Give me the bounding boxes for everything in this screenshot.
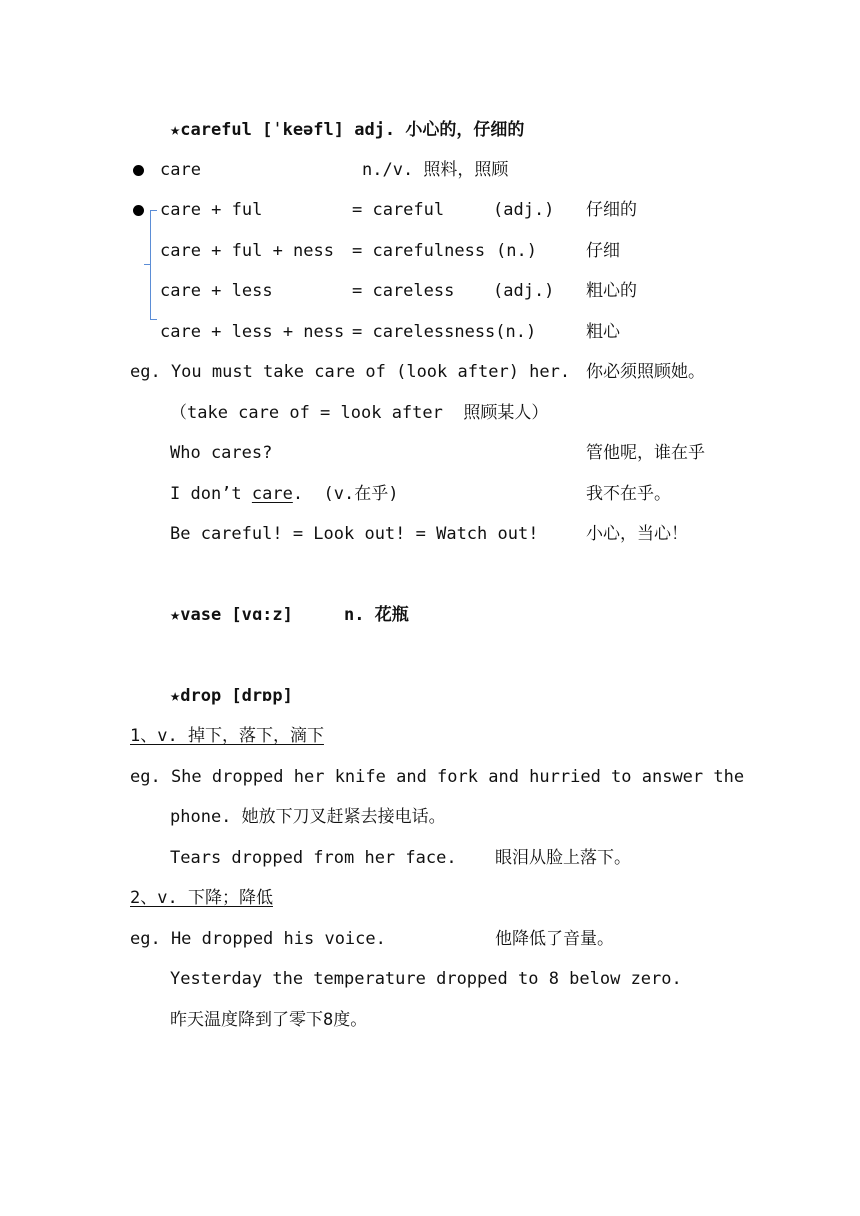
drop-example-english: Yesterday the temperature dropped to 8 below zero.: [170, 969, 682, 989]
form-pos: (adj.): [493, 200, 555, 220]
underlined-word: care: [251, 484, 293, 504]
form-result: = carefulness: [352, 241, 486, 261]
form-result: = careful: [352, 200, 445, 220]
form-result: = careless: [352, 281, 455, 301]
example-english: Be careful! = Look out! = Watch out!: [170, 524, 539, 544]
vase-heading: ★vase [vɑ:z] n. 花瓶: [170, 605, 409, 625]
example-english: [170, 480, 399, 508]
form-meaning: 粗心的: [586, 281, 637, 301]
drop-example-chinese: 眼泪从脸上落下。: [495, 848, 631, 868]
example-chinese: 管他呢，谁在乎: [586, 443, 705, 463]
example-english: Who cares?: [170, 443, 273, 463]
careful-heading: ★careful [ˈkeəfl] adj. 小心的，仔细的: [170, 120, 525, 140]
form-meaning: 仔细的: [586, 200, 637, 220]
example-note: （take care of = look after 照顾某人）: [170, 403, 549, 423]
example-chinese: 你必须照顾她。: [586, 362, 705, 382]
drop-example-english: eg. He dropped his voice.: [130, 929, 386, 949]
bullet-care-meaning: n./v. 照料，照顾: [362, 160, 509, 180]
drop-sense-1: 1、v. 掉下，落下，滴下: [130, 726, 324, 746]
bracket-tick: [144, 264, 151, 265]
drop-example-english: Tears dropped from her face.: [170, 848, 457, 868]
bullet-care-word: care: [160, 160, 201, 180]
example-english: eg. You must take care of (look after) her.: [130, 362, 571, 382]
drop-example-line: eg. She dropped her knife and fork and hurried to answer the: [130, 767, 745, 787]
form-expr: care + less + ness: [160, 322, 345, 342]
drop-heading: ★drop [drɒp]: [170, 686, 293, 706]
bullet-icon: [133, 165, 144, 176]
form-meaning: 仔细: [586, 241, 620, 261]
form-expr: care + ful + ness: [160, 241, 334, 261]
bracket-line: [150, 210, 157, 320]
form-expr: care + less: [160, 281, 273, 301]
drop-example-chinese: 昨天温度降到了零下8度。: [170, 1010, 368, 1030]
example-text: I don’t: [170, 484, 252, 504]
form-pos: (adj.): [493, 281, 555, 301]
form-result: = carelessness(n.): [352, 322, 537, 342]
form-pos: (n.): [496, 241, 537, 261]
form-meaning: 粗心: [586, 322, 620, 342]
drop-sense-2: 2、v. 下降；降低: [130, 888, 273, 908]
example-chinese: 我不在乎。: [586, 484, 671, 504]
bullet-icon: [133, 205, 144, 216]
form-expr: care + ful: [160, 200, 263, 220]
drop-example-line: phone. 她放下刀叉赶紧去接电话。: [170, 807, 446, 827]
drop-example-chinese: 他降低了音量。: [495, 929, 614, 949]
example-text: . (v.在乎): [292, 484, 399, 504]
example-chinese: 小心，当心！: [586, 524, 688, 544]
